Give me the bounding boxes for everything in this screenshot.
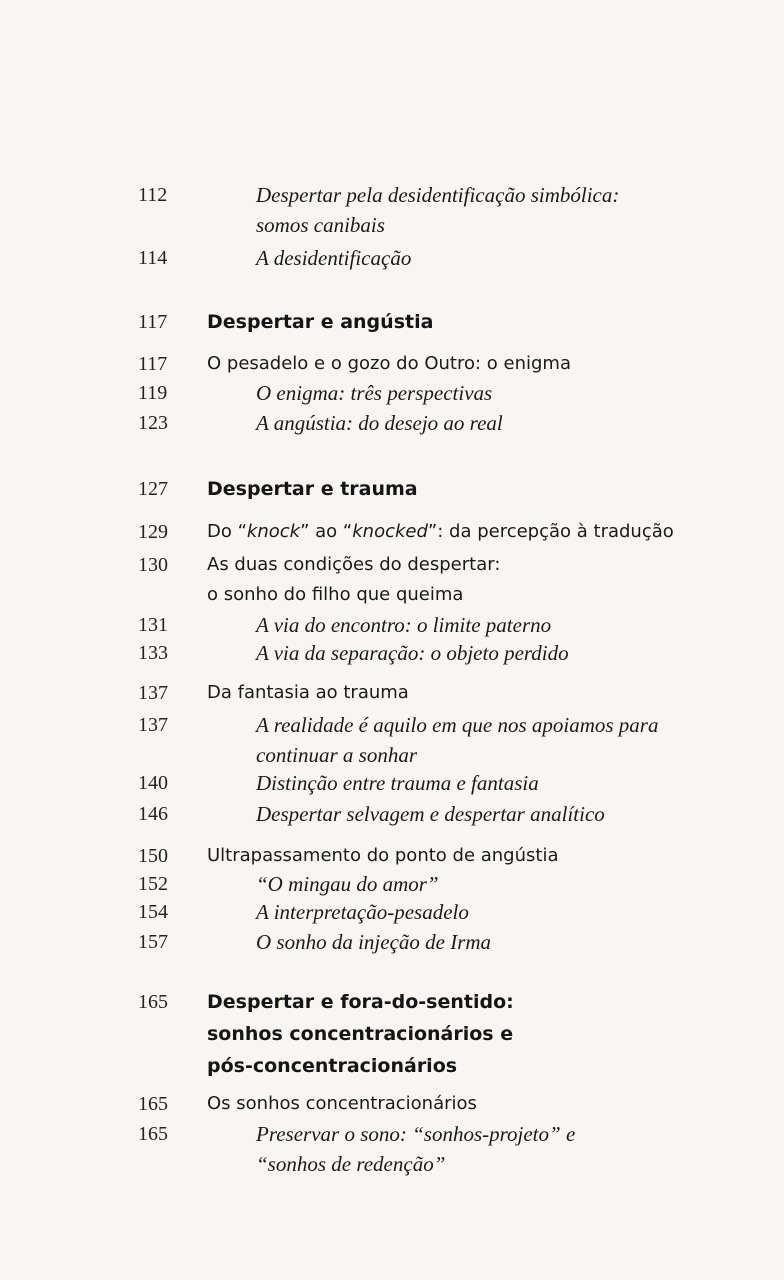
section-title xyxy=(207,517,674,547)
title-line: Os sonhos concentracionários xyxy=(207,1093,477,1114)
page-number: 117 xyxy=(138,353,168,375)
title-line: “O mingau do amor” xyxy=(256,872,439,896)
subsection-title xyxy=(256,768,539,798)
title-line: Despertar e fora-do-sentido: xyxy=(207,991,514,1013)
title-line: somos canibais xyxy=(256,213,385,237)
page-number: 123 xyxy=(138,412,168,434)
title-line: “sonhos de redenção” xyxy=(256,1152,446,1176)
subsection-title xyxy=(256,408,503,438)
chapter-title xyxy=(207,473,418,505)
subsection-title xyxy=(256,710,658,770)
subsection-title xyxy=(256,927,491,957)
subsection-title xyxy=(256,180,619,240)
chapter-title xyxy=(207,306,433,338)
subsection-title xyxy=(256,610,551,640)
page-number: 127 xyxy=(138,478,168,500)
subsection-title xyxy=(256,638,569,668)
subsection-title xyxy=(256,1119,575,1179)
title-line: o sonho do filho que queima xyxy=(207,584,464,605)
page-number: 140 xyxy=(138,772,168,794)
title-line: O pesadelo e o gozo do Outro: o enigma xyxy=(207,353,571,374)
section-title xyxy=(207,1089,477,1119)
title-line: A angústia: do desejo ao real xyxy=(256,411,503,435)
section-title xyxy=(207,678,409,708)
title-line: Despertar pela desidentificação simbólica: xyxy=(256,183,620,207)
page-number: 131 xyxy=(138,614,168,636)
section-title xyxy=(207,550,500,610)
title-line: continuar a sonhar xyxy=(256,743,418,767)
page-number: 152 xyxy=(138,873,168,895)
title-line: A desidentificação xyxy=(256,246,412,270)
section-title xyxy=(207,841,558,871)
page-number: 150 xyxy=(138,845,168,867)
chapter-title xyxy=(207,986,514,1082)
page-number: 154 xyxy=(138,901,168,923)
title-line: O sonho da injeção de Irma xyxy=(256,930,492,954)
subsection-title xyxy=(256,243,411,273)
title-line: A realidade é aquilo em que nos apoiamos para xyxy=(256,713,659,737)
title-line: Despertar selvagem e despertar analítico xyxy=(256,802,605,826)
title-line: pós-concentracionários xyxy=(207,1055,458,1077)
title-line: Preservar o sono: “sonhos-projeto” e xyxy=(256,1122,576,1146)
page-number: 137 xyxy=(138,682,168,704)
page-number: 129 xyxy=(138,521,168,543)
subsection-title xyxy=(256,897,469,927)
section-title xyxy=(207,349,571,379)
title-line: O enigma: três perspectivas xyxy=(256,381,493,405)
page-number: 157 xyxy=(138,931,168,953)
page-number: 119 xyxy=(138,382,168,404)
page-number: 146 xyxy=(138,803,168,825)
page-number: 165 xyxy=(138,991,168,1013)
title-line: A via do encontro: o limite paterno xyxy=(256,613,552,637)
title-line: Ultrapassamento do ponto de angústia xyxy=(207,845,559,866)
page-number: 165 xyxy=(138,1093,168,1115)
title-line: Despertar e angústia xyxy=(207,311,434,333)
title-line: A interpretação-pesadelo xyxy=(256,900,469,924)
page-number: 133 xyxy=(138,642,168,664)
subsection-title xyxy=(256,799,605,829)
page-number: 137 xyxy=(138,714,168,736)
title-line: Da fantasia ao trauma xyxy=(207,682,409,703)
title-line: As duas condições do despertar: xyxy=(207,554,501,575)
page-number: 165 xyxy=(138,1123,168,1145)
title-line: A via da separação: o objeto perdido xyxy=(256,641,569,665)
subsection-title xyxy=(256,869,439,899)
subsection-title xyxy=(256,378,492,408)
page-number: 117 xyxy=(138,311,168,333)
page-number: 130 xyxy=(138,554,168,576)
title-line: Despertar e trauma xyxy=(207,478,418,500)
title-line: Do “knock” ao “knocked”: da percepção à tradução xyxy=(207,521,674,542)
title-line: sonhos concentracionários e xyxy=(207,1023,514,1045)
page-number: 112 xyxy=(138,184,168,206)
title-line: Distinção entre trauma e fantasia xyxy=(256,771,539,795)
page-number: 114 xyxy=(138,247,168,269)
